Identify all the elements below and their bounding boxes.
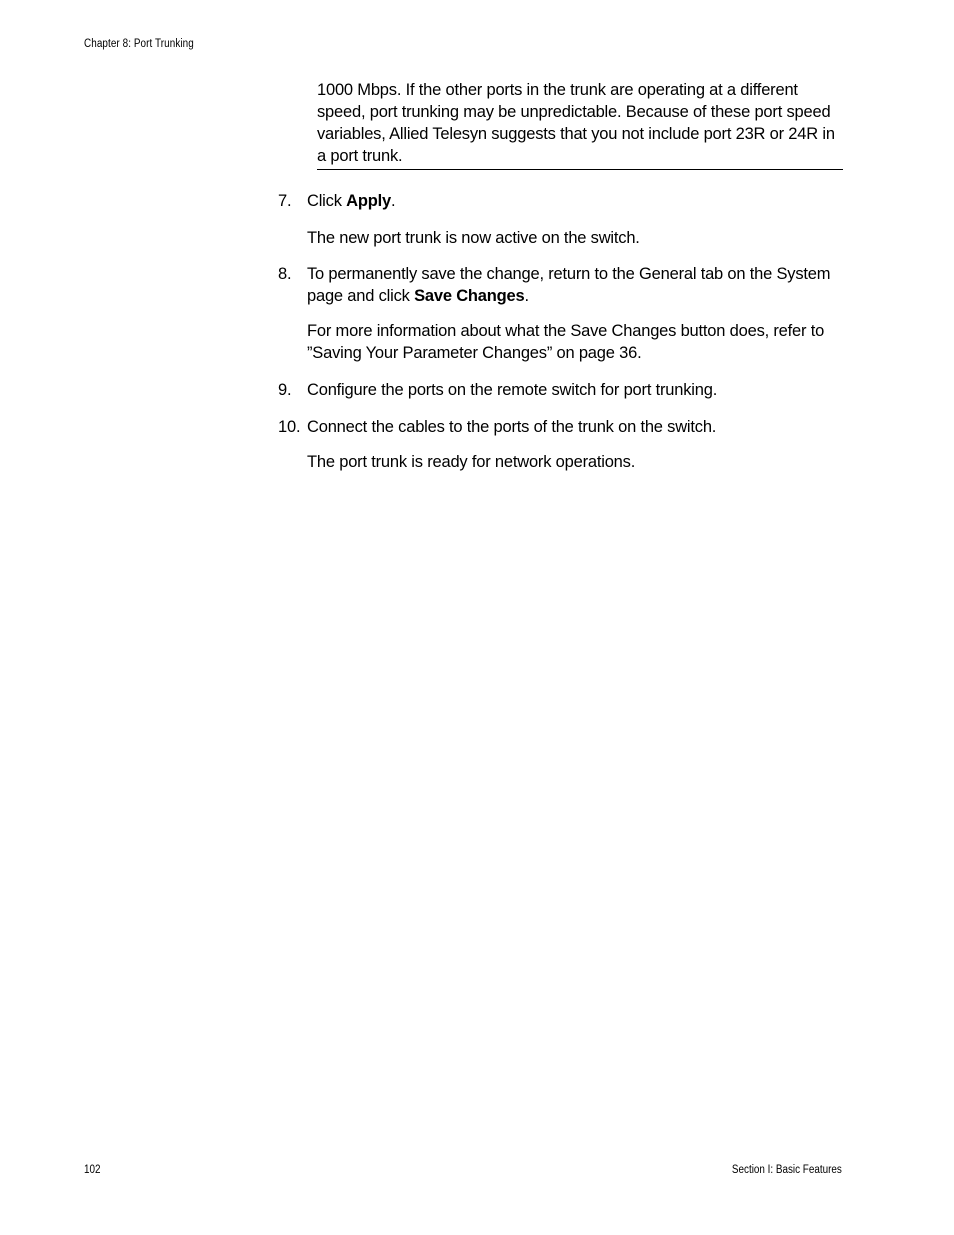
step-7-result: The new port trunk is now active on the switch. [307,228,640,247]
procedure-steps [278,191,848,474]
step-number: 10. [278,417,301,436]
step-text: To permanently save the change, return to the General tab on the System page and click Save Changes. [307,265,831,305]
step-text: Connect the cables to the ports of the trunk on the switch. [307,417,717,436]
note-text: 1000 Mbps. If the other ports in the trunk are operating at a different speed, port trunking may be unpredictable. Because of these port speed variables, Allied Telesyn suggests that you not include port 23R or 24R in a port trunk. [317,81,835,165]
save-changes-label: Save Changes [414,286,525,305]
page-number: 102 [84,1164,101,1176]
step-10-result: The port trunk is ready for network operations. [307,453,636,471]
step-number: 9. [278,381,292,399]
step-7 [278,191,848,213]
step-number: 7. [278,192,292,210]
step-9 [278,380,848,402]
step-8 [278,264,848,307]
step-8-result: For more information about what the Save Changes button does, refer to ”Saving Your Parameter Changes” on page 36. [307,322,825,362]
step-text: Configure the ports on the remote switch for port trunking. [307,381,718,399]
step-text: Click Apply. [307,192,396,210]
apply-label: Apply [346,192,391,210]
note-box [317,79,843,170]
step-10 [278,417,848,439]
running-footer-section: Section I: Basic Features [732,1164,842,1176]
running-header: Chapter 8: Port Trunking [84,38,194,50]
step-number: 8. [278,265,292,283]
